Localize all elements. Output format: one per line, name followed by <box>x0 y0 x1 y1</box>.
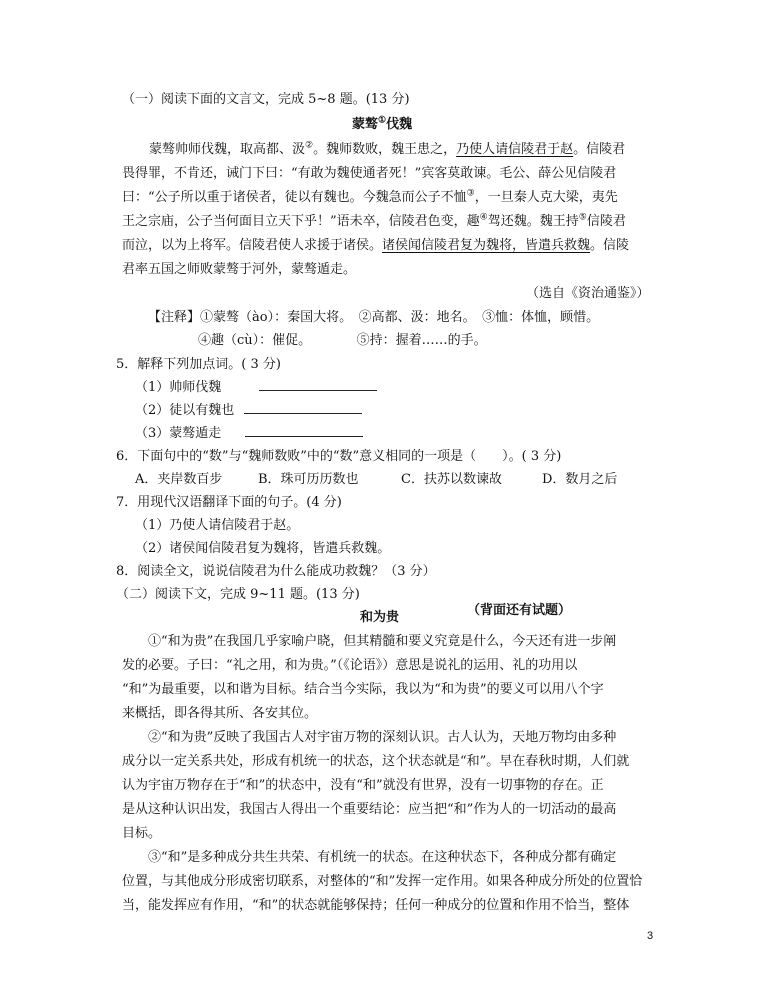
text-run: 驾还魏。魏王持 <box>487 214 579 229</box>
passage1-line-5 <box>122 236 629 256</box>
back-page-note: （背面还有试题） <box>467 603 572 618</box>
section1-heading: （一）阅读下面的文言文，完成 5~8 题。(13 分) <box>122 92 410 107</box>
passage1-line-6: 君率五国之师败蒙骜于河外，蒙骜遁走。 <box>122 262 357 277</box>
question-6-option-b[interactable]: B．珠可历历数也 <box>258 472 359 487</box>
text-run: 。魏师数败，魏王患之， <box>313 142 457 157</box>
passage2-line-1: ①“和为贵”在我国几乎家喻户晓，但其精髓和要义究竟是什么，今天还有进一步阐 <box>148 634 617 649</box>
question-5-3 <box>135 424 363 444</box>
passage2-line-5: ②“和为贵”反映了我国古人对宇宙万物的深刻认识。古人认为，天地万物均由多种 <box>148 730 617 745</box>
text-run: 信陵君 <box>586 214 626 229</box>
question-7-1: （1）乃使人请信陵君于赵。 <box>135 518 300 533</box>
answer-blank[interactable] <box>245 424 363 437</box>
question-8: 8．阅读全文，说说信陵君为什么能成功救魏？（3 分） <box>116 564 436 579</box>
text-run: 曰：“公子所以重于诸侯者，徒以有魏也。今魏急而公子不恤 <box>122 190 467 205</box>
passage2-line-11: 位置，与其他成分形成密切联系，对整体的“和”发挥一定作用。如果各种成分所处的位置恰 <box>122 874 643 889</box>
section2-heading: （二）阅读下文，完成 9~11 题。(13 分) <box>116 587 360 602</box>
underlined-sentence-1: 乃使人请信陵君于赵 <box>456 142 574 157</box>
text-run: ，一旦秦人克大梁，夷先 <box>474 190 618 205</box>
passage1-line-4 <box>122 212 626 232</box>
question-7-2: （2）诸侯闻信陵君复为魏将，皆遣兵救魏。 <box>135 541 391 556</box>
passage2-line-2: 发的必要。子曰：“礼之用，和为贵。”（《论语》）意思是说礼的运用、礼的功用以 <box>122 658 578 673</box>
text-run: 王之宗庙，公子当何面目立天下乎！”语未卒，信陵君色变，趣 <box>122 214 480 229</box>
notes-line-1: 【注释】①蒙骜（ào）：秦国大将。 ②高都、汲：地名。 ③恤：体恤，顾惜。 <box>148 310 600 325</box>
answer-blank[interactable] <box>244 401 362 414</box>
question-6-option-d[interactable]: D．数月之后 <box>542 472 618 487</box>
notes-line-2: ④趣（cù）：催促。 ⑤持：握着……的手。 <box>198 333 487 348</box>
item-label: （2）徒以有魏也 <box>135 403 235 418</box>
footnote-mark: ④ <box>479 212 488 223</box>
passage2-line-12: 当，能发挥应有作用，“和”的状态就能够保持；任何一种成分的位置和作用不恰当，整体 <box>122 898 630 913</box>
text-run: 。信陵 <box>590 238 630 253</box>
footnote-mark: ③ <box>466 188 475 199</box>
item-label: （3）蒙骜遁走 <box>135 426 222 441</box>
answer-blank[interactable] <box>259 378 377 391</box>
question-5: 5．解释下列加点词。( 3 分) <box>116 357 281 372</box>
item-label: （1）帅师伐魏 <box>135 380 222 395</box>
footnote-mark: ② <box>305 140 314 151</box>
title-main: 蒙骜 <box>352 117 379 132</box>
question-7: 7．用现代汉语翻译下面的句子。(4 分) <box>116 495 342 510</box>
passage2-line-7: 认为宇宙万物存在于“和”的状态中，没有“和”就没有世界，没有一切事物的存在。正 <box>122 778 604 793</box>
passage2-line-6: 成分以一定关系共处，形成有机统一的状态，这个状态就是“和”。早在春秋时期，人们就 <box>122 754 630 769</box>
passage2-line-4: 来概括，即各得其所、各安其位。 <box>122 706 318 721</box>
page-number: 3 <box>647 930 654 942</box>
question-5-1 <box>135 378 377 398</box>
question-5-2 <box>135 401 362 421</box>
source-citation: （选自《资治通鉴》） <box>526 286 650 301</box>
passage2-line-8: 是从这种认识出发，我国古人得出一个重要结论：应当把“和”作为人的一切活动的最高 <box>122 802 617 817</box>
passage2-line-10: ③“和”是多种成分共生共荣、有机统一的状态。在这种状态下，各种成分都有确定 <box>148 850 617 865</box>
passage1-line-3 <box>122 188 618 208</box>
text-run: 蒙骜帅师伐魏，取高都、汲 <box>149 142 306 157</box>
underlined-sentence-2: 诸侯闻信陵君复为魏将，皆遣兵救魏 <box>382 238 591 253</box>
question-6-option-a[interactable]: A．夹岸数百步 <box>135 472 223 487</box>
passage2-line-3: “和”为最重要，以和谐为目标。结合当今实际，我以为“和为贵”的要义可以用八个字 <box>122 682 604 697</box>
passage2-title: 和为贵 <box>360 610 400 625</box>
footnote-mark: ① <box>378 115 387 126</box>
passage2-line-9: 目标。 <box>122 826 162 841</box>
question-6: 6．下面句中的“数”与“魏师数败”中的“数”意义相同的一项是（ ）。( 3 分) <box>116 449 562 464</box>
text-run: 而泣，以为上将军。信陵君使人求援于诸侯。 <box>122 238 383 253</box>
passage1-line-1 <box>149 140 625 160</box>
passage1-line-2: 畏得罪，不肯还，诫门下曰：“有敢为魏使通者死！”宾客莫敢谏。毛公、薛公见信陵君 <box>122 166 617 181</box>
question-6-option-c[interactable]: C．扶苏以数谏故 <box>401 472 502 487</box>
passage1-title <box>352 115 412 135</box>
text-run: 。信陵君 <box>573 142 626 157</box>
title-rest: 伐魏 <box>386 117 413 132</box>
footnote-mark: ⑤ <box>578 212 587 223</box>
